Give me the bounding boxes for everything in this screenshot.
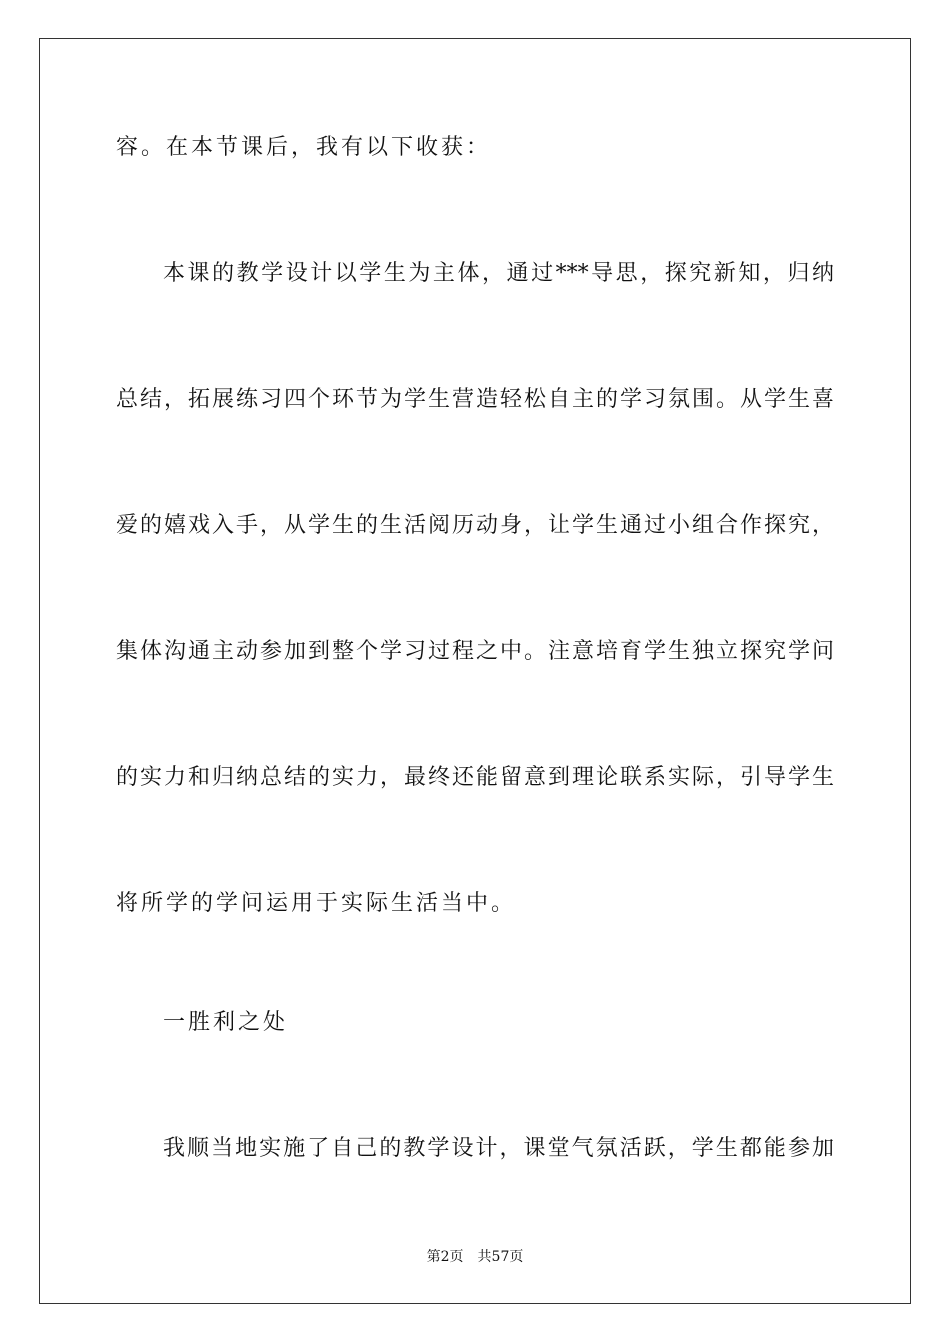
paragraph-line-2: 本课的教学设计以学生为主体，通过***导思，探究新知，归纳 bbox=[163, 261, 834, 286]
paragraph-line-5: 集体沟通主动参加到整个学习过程之中。注意培育学生独立探究学问 bbox=[116, 639, 834, 664]
section-heading: 一胜利之处 bbox=[163, 1010, 289, 1035]
page-footer bbox=[0, 1247, 950, 1267]
paragraph-line-9: 我顺当地实施了自己的教学设计，课堂气氛活跃，学生都能参加 bbox=[163, 1136, 834, 1161]
paragraph-line-1: 容。在本节课后，我有以下收获： bbox=[116, 135, 492, 160]
page-number: 第2页 bbox=[426, 1249, 464, 1265]
paragraph-line-3: 总结，拓展练习四个环节为学生营造轻松自主的学习氛围。从学生喜 bbox=[116, 387, 834, 412]
paragraph-line-6: 的实力和归纳总结的实力，最终还能留意到理论联系实际，引导学生 bbox=[116, 765, 834, 790]
total-pages: 共57页 bbox=[477, 1249, 524, 1265]
paragraph-line-7: 将所学的学问运用于实际生活当中。 bbox=[116, 891, 517, 916]
page-frame bbox=[39, 38, 911, 1304]
paragraph-line-4: 爱的嬉戏入手，从学生的生活阅历动身，让学生通过小组合作探究， bbox=[116, 513, 834, 538]
